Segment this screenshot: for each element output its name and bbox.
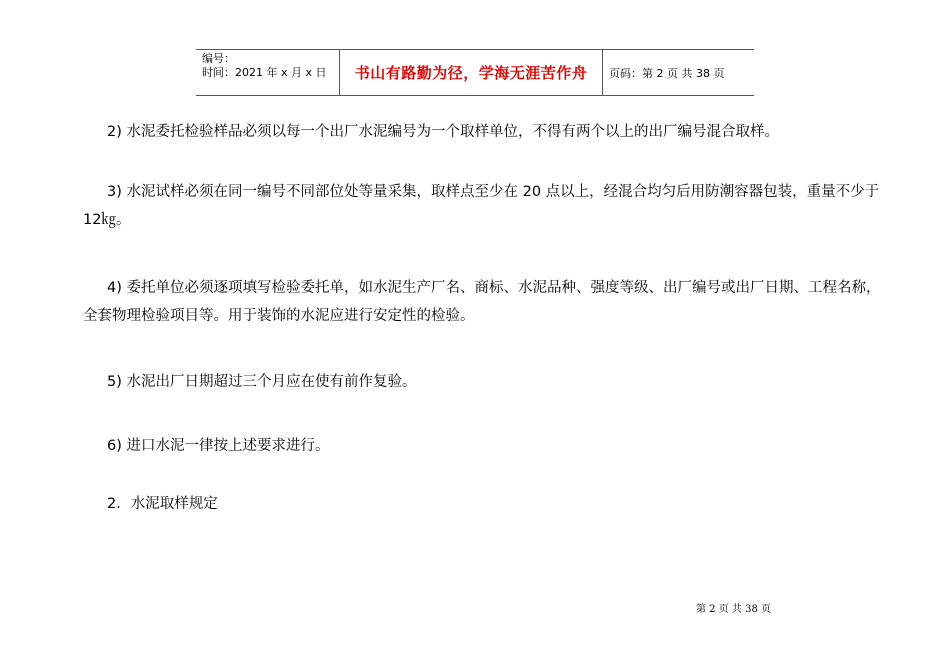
paragraph-5: 6) 进口水泥一律按上述要求进行。	[107, 438, 330, 454]
paragraph-1: 2) 水泥委托检验样品必须以每一个出厂水泥编号为一个取样单位，不得有两个以上的出厂编号混合取样。	[107, 124, 779, 140]
time-label: 时间：2021 年 x 月 x 日	[202, 66, 327, 79]
paragraph-4: 5) 水泥出厂日期超过三个月应在使有前作复验。	[107, 374, 417, 390]
header-page-code: 页码：第 2 页 共 38 页	[609, 66, 725, 80]
header-motto-cell	[339, 50, 603, 95]
page-footer: 第 2 页 共 38 页	[696, 604, 771, 615]
motto-text: 书山有路勤为径，学海无涯苦作舟	[354, 64, 588, 82]
page-header	[196, 49, 754, 96]
paragraph-3: 4) 委托单位必须逐项填写检验委托单，如水泥生产厂名、商标、水泥品种、强度等级、出厂编号或出厂日期、工程名称，全套物理检验项目等。用于装饰的水泥应进行安定性的检验。	[83, 280, 881, 324]
number-label: 编号：	[202, 52, 235, 65]
section-heading: 2．水泥取样规定	[107, 496, 218, 512]
header-meta	[196, 50, 339, 95]
paragraph-2: 3) 水泥试样必须在同一编号不同部位处等量采集，取样点至少在 20 点以上，经混合均匀后用防潮容器包装，重量不少于 12㎏。	[83, 184, 880, 228]
